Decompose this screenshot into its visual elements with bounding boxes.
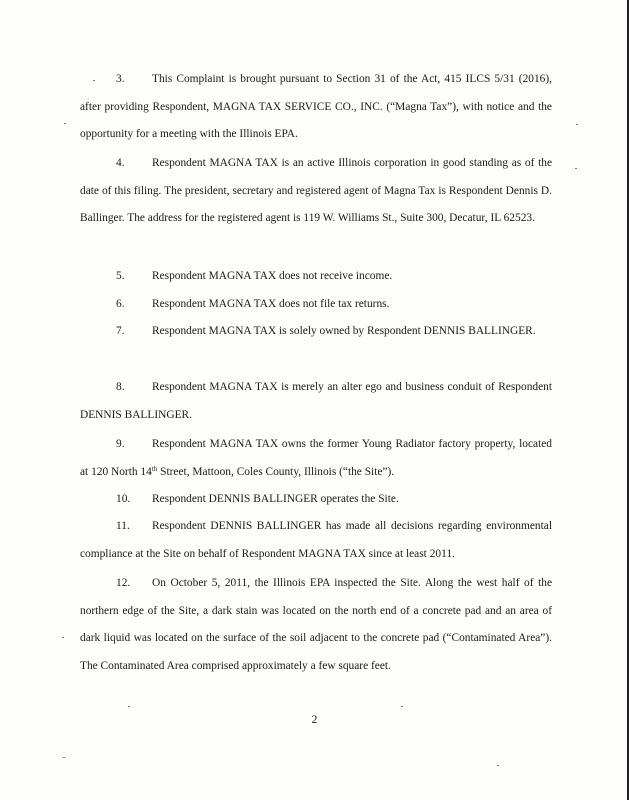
- paragraph-text: On October 5, 2011, the Illinois EPA inspected the Site. Along the west half of the northern edge of the Site, a dark stain was located on the north end of a concrete pad and an area of dark liquid was located on the surface of the soil adjacent to the concrete pad (“Contaminated Area”). The Contaminated Area comprised approximately a few square feet.: [80, 577, 552, 672]
- paragraph-text: Respondent MAGNA TAX is solely owned by Respondent DENNIS BALLINGER.: [152, 325, 536, 337]
- paragraph-9: [80, 431, 552, 486]
- paragraph-text: Respondent MAGNA TAX is merely an alter ego and business conduit of Respondent DENNIS BALLINGER.: [80, 381, 552, 421]
- paragraph-7: [80, 318, 552, 346]
- scan-speck: [576, 124, 578, 125]
- scan-speck: [63, 757, 65, 758]
- scan-speck: [64, 123, 66, 124]
- paragraph-text: Respondent MAGNA TAX owns the former Young Radiator factory property, located at 120 North 14: [80, 438, 552, 478]
- paragraph-number: 4.: [116, 157, 125, 169]
- paragraph-12: [80, 570, 552, 680]
- paragraph-number: 8.: [116, 381, 125, 393]
- scan-speck: [497, 765, 499, 766]
- paragraph-text: Respondent DENNIS BALLINGER operates the Site.: [152, 493, 399, 505]
- paragraph-number: 6.: [116, 298, 125, 310]
- paragraph-6: [80, 291, 552, 319]
- scan-speck: [62, 637, 64, 638]
- paragraph-text: Respondent MAGNA TAX does not file tax returns.: [152, 298, 390, 310]
- scan-speck: [401, 706, 403, 707]
- paragraph-text: Respondent MAGNA TAX is an active Illinois corporation in good standing as of the date of this filing. The president, secretary and registered agent of Magna Tax is Respondent Dennis D. Ballinger. The address for the registered agent is 119 W. Williams St., Suite 300, Decatur, IL 62523.: [80, 157, 552, 225]
- scan-speck: [575, 168, 577, 169]
- scan-speck: [93, 80, 95, 81]
- paragraph-text: Respondent MAGNA TAX does not receive income.: [152, 270, 393, 282]
- paragraph-11: [80, 513, 552, 568]
- scan-speck: [128, 706, 130, 707]
- paragraph-text-continued: Street, Mattoon, Coles County, Illinois (“the Site”).: [157, 465, 395, 478]
- paragraph-text: This Complaint is brought pursuant to Section 31 of the Act, 415 ILCS 5/31 (2016), after providing Respondent, MAGNA TAX SERVICE CO., INC. (“Magna Tax”), with notice and the opportunity for a meeting with the Illinois EPA.: [80, 73, 552, 141]
- paragraph-number: 11.: [116, 520, 130, 532]
- page-number: 2: [311, 714, 318, 726]
- paragraph-10: [80, 486, 552, 514]
- paragraph-number: 10.: [116, 493, 131, 505]
- ordinal-suffix: th: [151, 464, 158, 473]
- paragraph-4: [80, 150, 552, 233]
- paragraph-text: Respondent DENNIS BALLINGER has made all decisions regarding environmental compliance at the Site on behalf of Respondent MAGNA TAX since at least 2011.: [80, 520, 552, 560]
- paragraph-3: [80, 66, 552, 149]
- paragraph-8: [80, 374, 552, 429]
- paragraph-number: 12.: [116, 577, 131, 589]
- paragraph-number: 7.: [116, 325, 125, 337]
- paragraph-number: 3.: [116, 73, 125, 85]
- paragraph-5: [80, 263, 552, 291]
- paragraph-number: 9.: [116, 438, 125, 450]
- paragraph-number: 5.: [116, 270, 125, 282]
